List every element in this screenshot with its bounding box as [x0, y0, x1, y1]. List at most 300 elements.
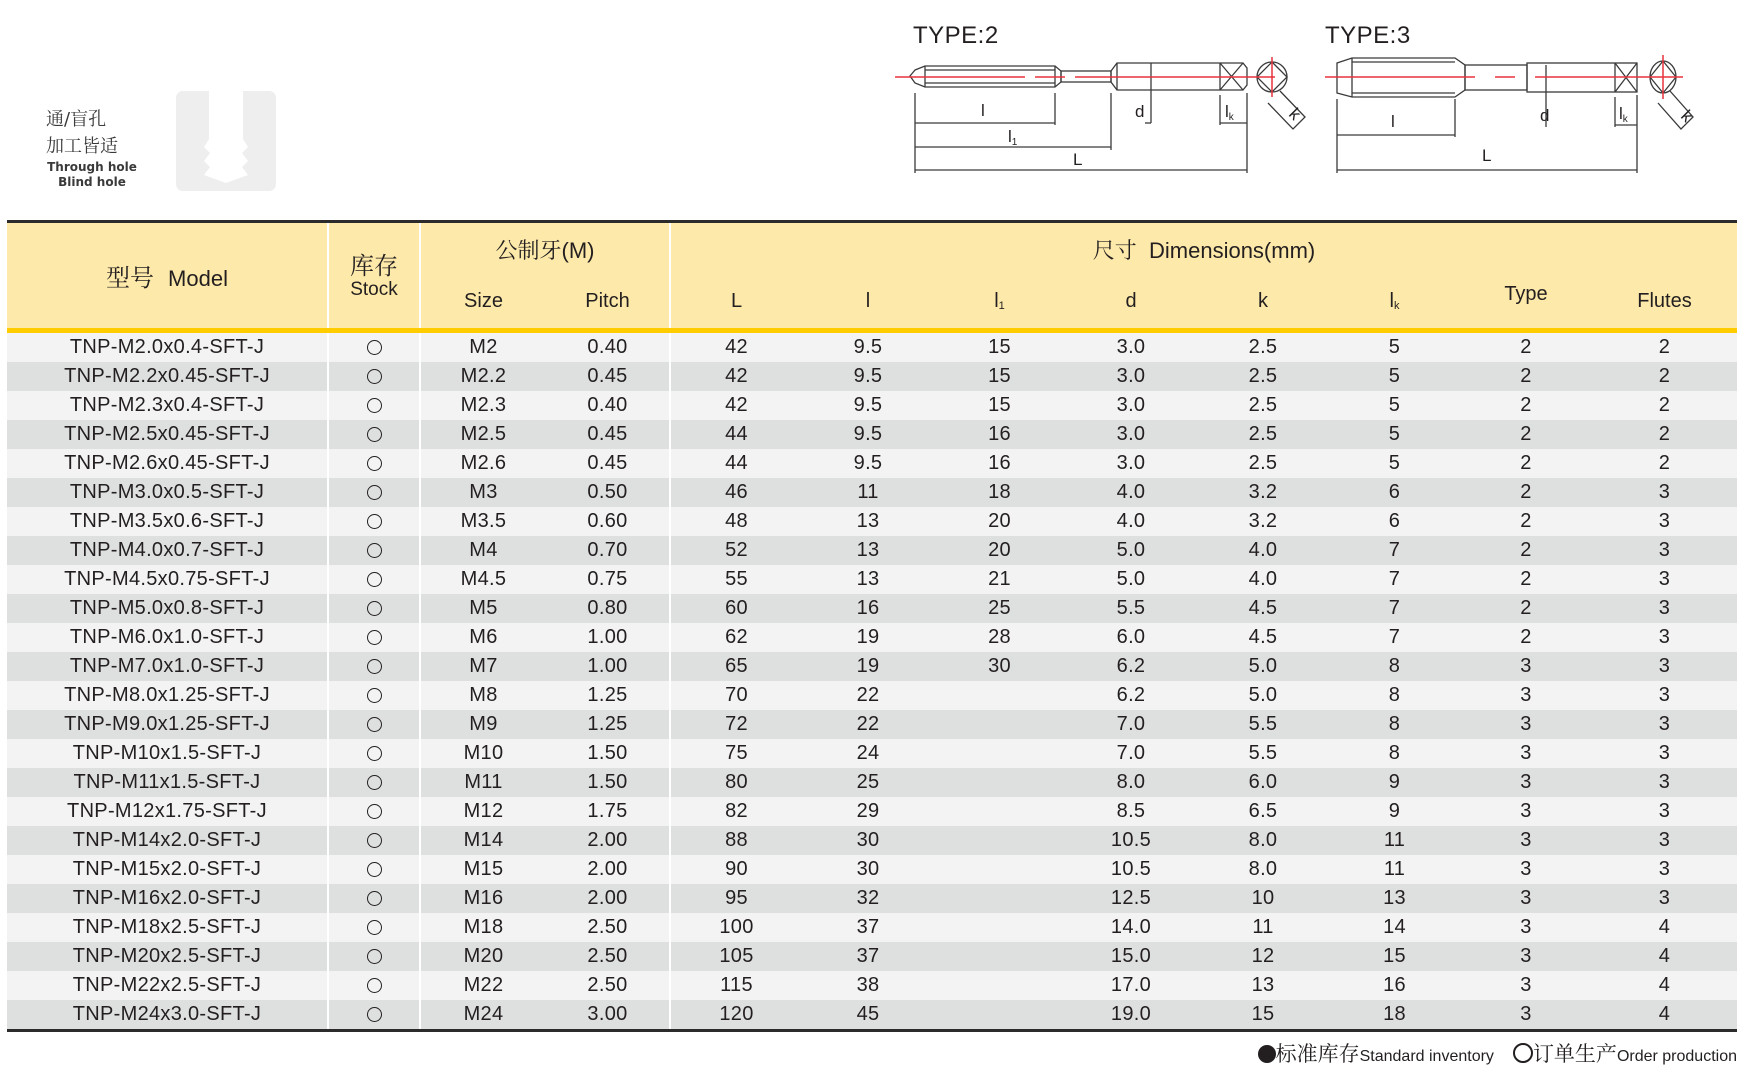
cell-l: 9.5 [802, 449, 934, 478]
cell-L: 42 [670, 331, 802, 363]
header-dimensions: 尺寸 Dimensions(mm) [670, 222, 1737, 276]
cell-model: TNP-M2.3x0.4-SFT-J [7, 391, 328, 420]
thread-hole-icon [176, 91, 276, 191]
cell-pitch: 0.80 [546, 594, 670, 623]
cell-type: 3 [1460, 652, 1592, 681]
cell-l: 24 [802, 739, 934, 768]
cell-k: 2.5 [1197, 391, 1329, 420]
cell-k: 10 [1197, 884, 1329, 913]
cell-size: M2.3 [420, 391, 546, 420]
cell-lk: 11 [1329, 826, 1460, 855]
cell-k: 15 [1197, 1000, 1329, 1031]
cell-stock [328, 855, 420, 884]
cell-d: 17.0 [1065, 971, 1197, 1000]
cell-k: 8.0 [1197, 855, 1329, 884]
cell-type: 2 [1460, 478, 1592, 507]
cell-size: M22 [420, 971, 546, 1000]
cell-stock [328, 449, 420, 478]
cell-l1: 16 [934, 449, 1065, 478]
cell-stock [328, 971, 420, 1000]
cell-d: 10.5 [1065, 855, 1197, 884]
cell-stock [328, 884, 420, 913]
cell-l1 [934, 739, 1065, 768]
cell-model: TNP-M24x3.0-SFT-J [7, 1000, 328, 1031]
cell-flutes: 3 [1592, 710, 1737, 739]
cell-k: 11 [1197, 913, 1329, 942]
cell-L: 70 [670, 681, 802, 710]
cell-stock [328, 594, 420, 623]
cell-l1: 21 [934, 565, 1065, 594]
svg-text:k: k [1677, 106, 1697, 126]
cell-l: 38 [802, 971, 934, 1000]
cell-L: 42 [670, 391, 802, 420]
cell-l: 29 [802, 797, 934, 826]
cell-k: 4.0 [1197, 565, 1329, 594]
type2-label: TYPE:2 [913, 22, 999, 49]
cell-model: TNP-M11x1.5-SFT-J [7, 768, 328, 797]
cell-k: 5.5 [1197, 710, 1329, 739]
cell-flutes: 3 [1592, 478, 1737, 507]
cell-l1 [934, 884, 1065, 913]
table-row [7, 507, 1737, 536]
cell-lk: 5 [1329, 420, 1460, 449]
cell-lk: 5 [1329, 391, 1460, 420]
table-row [7, 855, 1737, 884]
cell-pitch: 1.50 [546, 739, 670, 768]
cell-stock [328, 362, 420, 391]
cell-L: 90 [670, 855, 802, 884]
cell-type: 2 [1460, 449, 1592, 478]
hollow-circle-icon [1513, 1043, 1533, 1063]
cell-model: TNP-M3.5x0.6-SFT-J [7, 507, 328, 536]
cell-lk: 6 [1329, 507, 1460, 536]
cell-flutes: 3 [1592, 507, 1737, 536]
table-row [7, 739, 1737, 768]
cell-k: 2.5 [1197, 420, 1329, 449]
cell-l: 22 [802, 681, 934, 710]
table-row [7, 884, 1737, 913]
cell-L: 44 [670, 449, 802, 478]
hole-note-en-line1: Through hole [47, 160, 137, 174]
table-row [7, 331, 1737, 363]
svg-text:lk: lk [1619, 104, 1628, 125]
cell-stock [328, 826, 420, 855]
header-flutes: Flutes [1592, 275, 1737, 331]
cell-model: TNP-M18x2.5-SFT-J [7, 913, 328, 942]
cell-l: 30 [802, 855, 934, 884]
cell-l1 [934, 1000, 1065, 1031]
table-row [7, 913, 1737, 942]
hollow-circle-icon [367, 920, 382, 935]
cell-flutes: 2 [1592, 362, 1737, 391]
cell-type: 2 [1460, 391, 1592, 420]
cell-pitch: 2.00 [546, 855, 670, 884]
cell-l1: 18 [934, 478, 1065, 507]
table-row [7, 478, 1737, 507]
cell-size: M3.5 [420, 507, 546, 536]
cell-pitch: 0.75 [546, 565, 670, 594]
cell-d: 3.0 [1065, 391, 1197, 420]
cell-size: M2.6 [420, 449, 546, 478]
cell-d: 19.0 [1065, 1000, 1197, 1031]
cell-model: TNP-M3.0x0.5-SFT-J [7, 478, 328, 507]
cell-size: M10 [420, 739, 546, 768]
cell-stock [328, 623, 420, 652]
cell-lk: 7 [1329, 594, 1460, 623]
cell-l: 9.5 [802, 331, 934, 363]
cell-pitch: 0.50 [546, 478, 670, 507]
cell-lk: 8 [1329, 710, 1460, 739]
cell-L: 48 [670, 507, 802, 536]
hollow-circle-icon [367, 398, 382, 413]
cell-lk: 8 [1329, 681, 1460, 710]
hollow-circle-icon [367, 456, 382, 471]
cell-l1: 15 [934, 391, 1065, 420]
table-row [7, 710, 1737, 739]
cell-d: 8.5 [1065, 797, 1197, 826]
svg-text:d: d [1135, 102, 1145, 121]
cell-L: 88 [670, 826, 802, 855]
cell-flutes: 3 [1592, 652, 1737, 681]
cell-k: 6.5 [1197, 797, 1329, 826]
table-row [7, 942, 1737, 971]
cell-L: 60 [670, 594, 802, 623]
hollow-circle-icon [367, 949, 382, 964]
table-row [7, 681, 1737, 710]
table-row [7, 565, 1737, 594]
cell-l: 37 [802, 942, 934, 971]
hollow-circle-icon [367, 630, 382, 645]
cell-type: 3 [1460, 884, 1592, 913]
table-row [7, 449, 1737, 478]
type3-label: TYPE:3 [1325, 22, 1411, 49]
cell-stock [328, 739, 420, 768]
svg-text:k: k [1285, 104, 1305, 124]
cell-k: 5.5 [1197, 739, 1329, 768]
table-row [7, 797, 1737, 826]
cell-model: TNP-M15x2.0-SFT-J [7, 855, 328, 884]
cell-pitch: 1.25 [546, 681, 670, 710]
cell-lk: 14 [1329, 913, 1460, 942]
hollow-circle-icon [367, 659, 382, 674]
cell-type: 3 [1460, 942, 1592, 971]
tap-spec-table [7, 220, 1737, 1032]
table-row [7, 826, 1737, 855]
cell-type: 3 [1460, 710, 1592, 739]
cell-model: TNP-M6.0x1.0-SFT-J [7, 623, 328, 652]
cell-pitch: 2.50 [546, 971, 670, 1000]
cell-d: 7.0 [1065, 739, 1197, 768]
hollow-circle-icon [367, 1007, 382, 1022]
cell-l: 32 [802, 884, 934, 913]
hollow-circle-icon [367, 746, 382, 761]
cell-L: 115 [670, 971, 802, 1000]
cell-L: 65 [670, 652, 802, 681]
cell-type: 2 [1460, 507, 1592, 536]
svg-text:l1: l1 [1008, 127, 1018, 148]
cell-pitch: 1.00 [546, 652, 670, 681]
header-metric-thread: 公制牙(M) [420, 222, 670, 276]
cell-flutes: 2 [1592, 420, 1737, 449]
cell-type: 3 [1460, 681, 1592, 710]
cell-type: 2 [1460, 420, 1592, 449]
cell-l1: 15 [934, 362, 1065, 391]
header-pitch: Pitch [546, 275, 670, 331]
cell-k: 3.2 [1197, 478, 1329, 507]
cell-size: M9 [420, 710, 546, 739]
cell-type: 2 [1460, 565, 1592, 594]
cell-d: 4.0 [1065, 478, 1197, 507]
header-stock: 库存 Stock [328, 222, 420, 331]
cell-size: M3 [420, 478, 546, 507]
filled-circle-icon [1258, 1045, 1276, 1063]
cell-pitch: 2.50 [546, 913, 670, 942]
cell-L: 46 [670, 478, 802, 507]
cell-pitch: 0.45 [546, 362, 670, 391]
cell-k: 2.5 [1197, 362, 1329, 391]
cell-l: 13 [802, 565, 934, 594]
cell-pitch: 0.40 [546, 331, 670, 363]
svg-text:l: l [1391, 112, 1395, 131]
cell-stock [328, 913, 420, 942]
cell-l: 37 [802, 913, 934, 942]
cell-size: M7 [420, 652, 546, 681]
cell-l: 16 [802, 594, 934, 623]
cell-lk: 8 [1329, 739, 1460, 768]
cell-l1 [934, 681, 1065, 710]
header-type: Type [1460, 275, 1592, 331]
cell-stock [328, 710, 420, 739]
cell-flutes: 3 [1592, 681, 1737, 710]
cell-model: TNP-M10x1.5-SFT-J [7, 739, 328, 768]
cell-stock [328, 331, 420, 363]
cell-d: 15.0 [1065, 942, 1197, 971]
cell-model: TNP-M4.0x0.7-SFT-J [7, 536, 328, 565]
cell-L: 105 [670, 942, 802, 971]
cell-pitch: 0.45 [546, 449, 670, 478]
cell-L: 42 [670, 362, 802, 391]
cell-size: M6 [420, 623, 546, 652]
cell-k: 4.5 [1197, 623, 1329, 652]
header-size: Size [420, 275, 546, 331]
cell-pitch: 0.60 [546, 507, 670, 536]
cell-stock [328, 768, 420, 797]
cell-k: 5.0 [1197, 681, 1329, 710]
cell-d: 3.0 [1065, 420, 1197, 449]
cell-size: M15 [420, 855, 546, 884]
cell-l1: 28 [934, 623, 1065, 652]
cell-d: 10.5 [1065, 826, 1197, 855]
hollow-circle-icon [367, 601, 382, 616]
stock-legend [1258, 1038, 1737, 1068]
cell-stock [328, 507, 420, 536]
cell-k: 8.0 [1197, 826, 1329, 855]
cell-l1: 30 [934, 652, 1065, 681]
cell-flutes: 3 [1592, 884, 1737, 913]
cell-pitch: 0.45 [546, 420, 670, 449]
hollow-circle-icon [367, 775, 382, 790]
cell-model: TNP-M4.5x0.75-SFT-J [7, 565, 328, 594]
cell-flutes: 2 [1592, 449, 1737, 478]
table-row [7, 1000, 1737, 1031]
cell-l1: 15 [934, 331, 1065, 363]
cell-L: 100 [670, 913, 802, 942]
svg-text:l: l [981, 101, 985, 120]
cell-model: TNP-M8.0x1.25-SFT-J [7, 681, 328, 710]
cell-stock [328, 681, 420, 710]
cell-d: 3.0 [1065, 362, 1197, 391]
cell-model: TNP-M12x1.75-SFT-J [7, 797, 328, 826]
cell-l1: 20 [934, 507, 1065, 536]
table-row [7, 623, 1737, 652]
cell-flutes: 3 [1592, 855, 1737, 884]
table-row [7, 971, 1737, 1000]
cell-lk: 7 [1329, 623, 1460, 652]
cell-d: 5.5 [1065, 594, 1197, 623]
cell-size: M16 [420, 884, 546, 913]
cell-l: 45 [802, 1000, 934, 1031]
cell-pitch: 3.00 [546, 1000, 670, 1031]
cell-d: 3.0 [1065, 331, 1197, 363]
cell-l: 19 [802, 652, 934, 681]
table-row [7, 768, 1737, 797]
cell-l: 9.5 [802, 362, 934, 391]
cell-L: 82 [670, 797, 802, 826]
cell-model: TNP-M9.0x1.25-SFT-J [7, 710, 328, 739]
cell-L: 62 [670, 623, 802, 652]
hollow-circle-icon [367, 862, 382, 877]
cell-l1 [934, 942, 1065, 971]
cell-type: 2 [1460, 362, 1592, 391]
cell-flutes: 4 [1592, 942, 1737, 971]
cell-lk: 6 [1329, 478, 1460, 507]
cell-size: M4 [420, 536, 546, 565]
cell-size: M18 [420, 913, 546, 942]
cell-lk: 5 [1329, 331, 1460, 363]
legend-order-production: 订单生产Order production [1513, 1045, 1737, 1065]
cell-lk: 8 [1329, 652, 1460, 681]
cell-type: 2 [1460, 623, 1592, 652]
cell-pitch: 0.40 [546, 391, 670, 420]
cell-l: 30 [802, 826, 934, 855]
cell-l1 [934, 826, 1065, 855]
cell-d: 12.5 [1065, 884, 1197, 913]
hollow-circle-icon [367, 688, 382, 703]
hollow-circle-icon [367, 369, 382, 384]
cell-L: 55 [670, 565, 802, 594]
cell-stock [328, 942, 420, 971]
cell-model: TNP-M16x2.0-SFT-J [7, 884, 328, 913]
cell-model: TNP-M14x2.0-SFT-J [7, 826, 328, 855]
hole-note-cn-line1: 通/盲孔 [46, 109, 107, 130]
cell-L: 120 [670, 1000, 802, 1031]
cell-l1 [934, 797, 1065, 826]
cell-stock [328, 1000, 420, 1031]
cell-flutes: 3 [1592, 565, 1737, 594]
cell-pitch: 1.25 [546, 710, 670, 739]
cell-l1 [934, 710, 1065, 739]
cell-model: TNP-M2.5x0.45-SFT-J [7, 420, 328, 449]
type2-tap-diagram [895, 55, 1315, 180]
hollow-circle-icon [367, 340, 382, 355]
cell-size: M2.2 [420, 362, 546, 391]
cell-type: 2 [1460, 594, 1592, 623]
hollow-circle-icon [367, 514, 382, 529]
cell-flutes: 2 [1592, 391, 1737, 420]
svg-text:lk: lk [1225, 102, 1234, 123]
cell-d: 6.2 [1065, 681, 1197, 710]
cell-size: M2.5 [420, 420, 546, 449]
cell-size: M11 [420, 768, 546, 797]
cell-lk: 9 [1329, 797, 1460, 826]
table-row [7, 362, 1737, 391]
cell-lk: 13 [1329, 884, 1460, 913]
cell-lk: 15 [1329, 942, 1460, 971]
cell-L: 80 [670, 768, 802, 797]
cell-d: 7.0 [1065, 710, 1197, 739]
svg-text:L: L [1482, 146, 1492, 165]
hollow-circle-icon [367, 427, 382, 442]
cell-type: 3 [1460, 768, 1592, 797]
cell-size: M2 [420, 331, 546, 363]
table-row [7, 391, 1737, 420]
cell-stock [328, 652, 420, 681]
cell-type: 3 [1460, 739, 1592, 768]
cell-l: 9.5 [802, 391, 934, 420]
cell-lk: 5 [1329, 362, 1460, 391]
cell-k: 4.5 [1197, 594, 1329, 623]
cell-size: M5 [420, 594, 546, 623]
hollow-circle-icon [367, 833, 382, 848]
cell-k: 6.0 [1197, 768, 1329, 797]
header-L: L [670, 275, 802, 331]
cell-size: M4.5 [420, 565, 546, 594]
cell-d: 14.0 [1065, 913, 1197, 942]
cell-l1 [934, 913, 1065, 942]
cell-stock [328, 420, 420, 449]
cell-l1: 20 [934, 536, 1065, 565]
cell-k: 12 [1197, 942, 1329, 971]
cell-k: 2.5 [1197, 331, 1329, 363]
cell-lk: 16 [1329, 971, 1460, 1000]
header-l1: $l_1$ [934, 275, 1065, 331]
cell-l1: 16 [934, 420, 1065, 449]
legend-standard-inventory: 标准库存Standard inventory [1258, 1045, 1499, 1065]
cell-type: 3 [1460, 855, 1592, 884]
cell-l: 25 [802, 768, 934, 797]
cell-flutes: 3 [1592, 739, 1737, 768]
cell-stock [328, 391, 420, 420]
cell-flutes: 3 [1592, 826, 1737, 855]
table-row [7, 652, 1737, 681]
cell-pitch: 1.00 [546, 623, 670, 652]
cell-k: 2.5 [1197, 449, 1329, 478]
cell-model: TNP-M5.0x0.8-SFT-J [7, 594, 328, 623]
hollow-circle-icon [367, 572, 382, 587]
cell-d: 5.0 [1065, 565, 1197, 594]
cell-lk: 18 [1329, 1000, 1460, 1031]
cell-d: 6.2 [1065, 652, 1197, 681]
table-row [7, 420, 1737, 449]
cell-flutes: 4 [1592, 1000, 1737, 1031]
cell-l1 [934, 855, 1065, 884]
cell-d: 6.0 [1065, 623, 1197, 652]
table-row [7, 594, 1737, 623]
cell-L: 72 [670, 710, 802, 739]
cell-flutes: 3 [1592, 797, 1737, 826]
cell-pitch: 1.75 [546, 797, 670, 826]
hole-applicability-note [44, 106, 140, 190]
